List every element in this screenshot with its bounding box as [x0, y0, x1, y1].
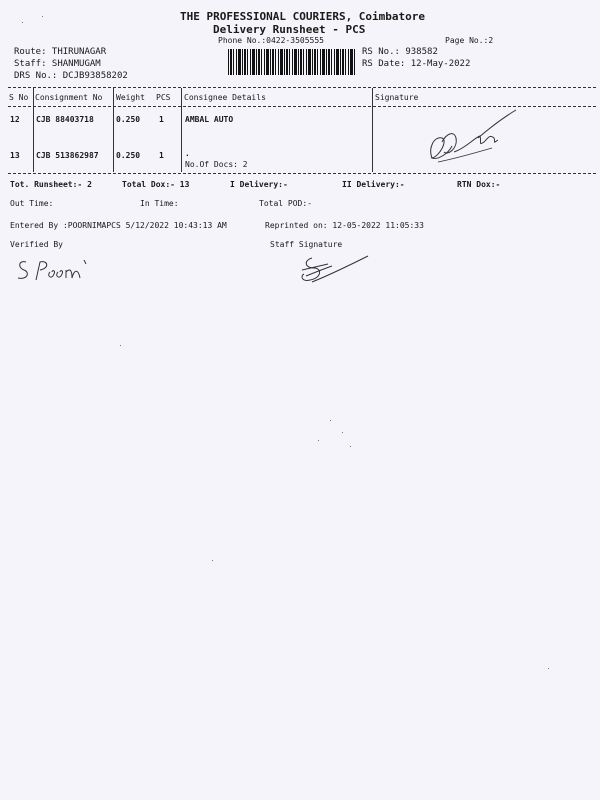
- scan-speck: [212, 560, 213, 561]
- barcode-icon: [228, 49, 356, 75]
- scan-speck: [548, 668, 549, 669]
- verified-signature: [14, 252, 94, 286]
- scan-speck: [350, 446, 351, 447]
- table-row-sno: 13: [10, 151, 20, 160]
- staff-signature-label: Staff Signature: [270, 240, 343, 249]
- verified-by-label: Verified By: [10, 240, 63, 249]
- sheet-title: Delivery Runsheet - PCS: [213, 23, 366, 36]
- col-divider: [181, 88, 182, 172]
- table-row-consignment: CJB 513862987: [36, 151, 99, 160]
- scan-speck: [22, 22, 23, 23]
- header-consignment: Consignment No: [35, 93, 103, 102]
- total-dox: Total Dox:- 13: [122, 180, 190, 189]
- header-pcs: PCS: [156, 93, 171, 102]
- table-row-weight: 0.250: [116, 151, 141, 160]
- second-delivery: II Delivery:-: [342, 180, 405, 189]
- route: Route: THIRUNAGAR: [14, 47, 107, 57]
- header-signature: Signature: [375, 93, 419, 102]
- scan-speck: [330, 420, 331, 421]
- entered-by: Entered By :POORNIMAPCS 5/12/2022 10:43:13 AM: [10, 221, 227, 230]
- table-row-consignee: AMBAL AUTO: [185, 115, 234, 124]
- staff-signature: [292, 252, 372, 288]
- col-divider: [33, 88, 34, 172]
- table-header-rule: [8, 106, 596, 107]
- total-pod: Total POD:-: [259, 199, 312, 208]
- first-delivery: I Delivery:-: [230, 180, 288, 189]
- table-row-pcs: 1: [159, 115, 164, 124]
- rs-date: RS Date: 12-May-2022: [362, 59, 471, 69]
- header-consignee: Consignee Details: [184, 93, 266, 102]
- reprinted-on: Reprinted on: 12-05-2022 11:05:33: [265, 221, 424, 230]
- scan-speck: [342, 432, 343, 433]
- company-name: THE PROFESSIONAL COURIERS, Coimbatore: [180, 10, 426, 23]
- table-bottom-rule: [8, 173, 596, 174]
- col-divider: [372, 88, 373, 172]
- table-row-pcs: 1: [159, 151, 164, 160]
- header-sno: S No: [9, 93, 29, 102]
- scan-speck: [42, 16, 43, 17]
- scan-speck: [120, 345, 121, 346]
- in-time: In Time:: [140, 199, 179, 208]
- drs-number: DRS No.: DCJB93858202: [14, 71, 128, 81]
- page-number: Page No.:2: [445, 36, 494, 45]
- rs-number: RS No.: 938582: [362, 47, 438, 57]
- header-weight: Weight: [116, 93, 145, 102]
- table-top-rule: [8, 87, 596, 88]
- staff: Staff: SHANMUGAM: [14, 59, 101, 69]
- rtn-dox: RTN Dox:-: [457, 180, 501, 189]
- col-divider: [113, 88, 114, 172]
- doc-count: No.Of Docs: 2: [185, 160, 248, 169]
- scan-speck: [318, 440, 319, 441]
- table-row-sno: 12: [10, 115, 20, 124]
- out-time: Out Time:: [10, 199, 54, 208]
- table-row-weight: 0.250: [116, 115, 141, 124]
- consignee-signature: [418, 108, 518, 170]
- table-row-consignment: CJB 88403718: [36, 115, 94, 124]
- total-runsheet: Tot. Runsheet:- 2: [10, 180, 92, 189]
- table-row-consignee: .: [185, 149, 190, 158]
- phone-number: Phone No.:0422-3505555: [218, 36, 324, 45]
